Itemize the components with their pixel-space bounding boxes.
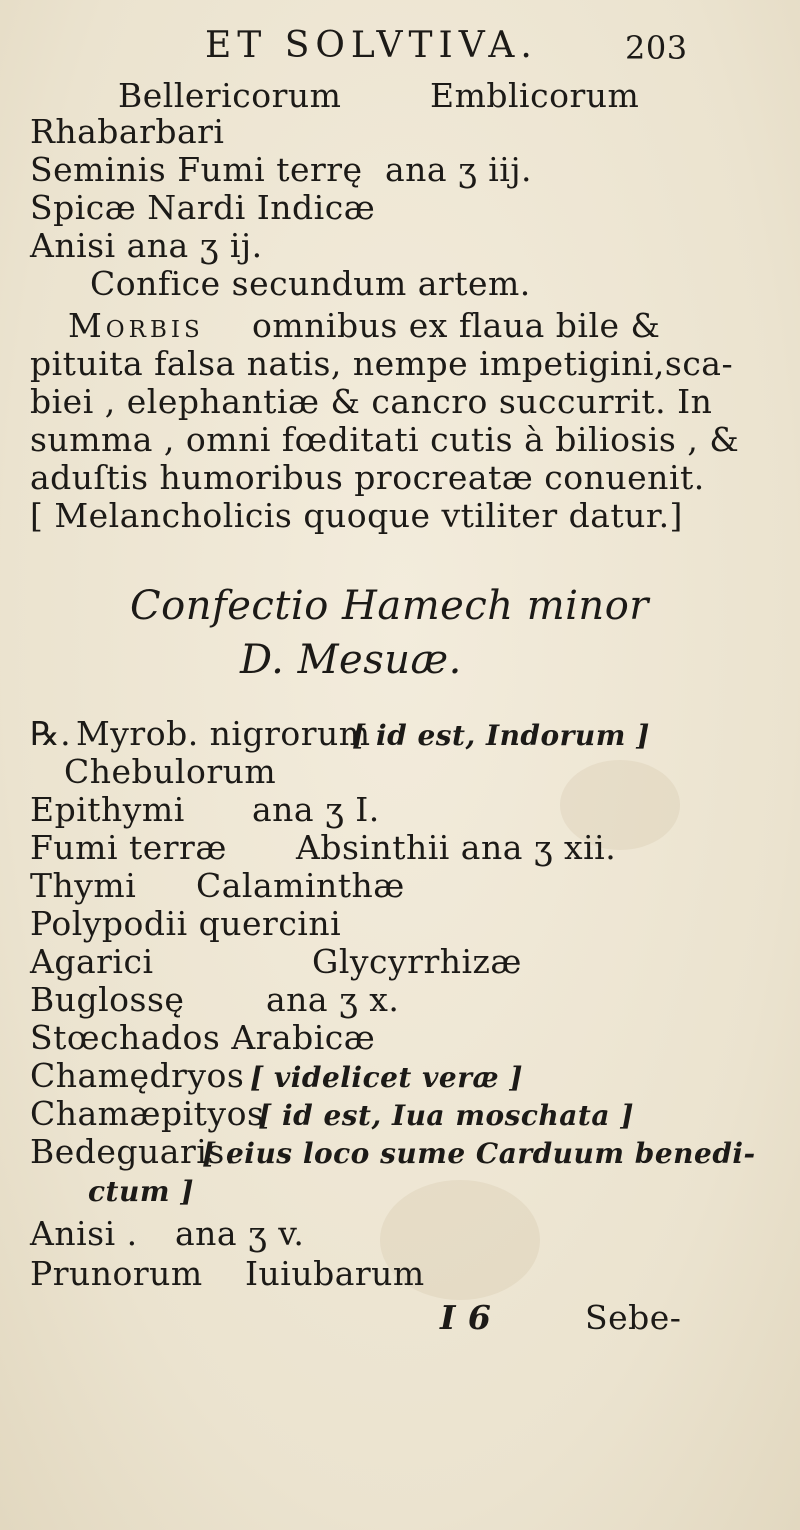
- ingredient-line: Agarici: [30, 942, 154, 981]
- ingredient-line: Stœchados Arabicæ: [30, 1018, 376, 1057]
- ingredient-line: Emblicorum: [430, 76, 640, 115]
- gloss: [ eius loco sume Carduum benedi-: [202, 1137, 756, 1170]
- ingredient-line: Chamędryos: [30, 1056, 245, 1095]
- ingredient-line: Spicæ Nardi Indicæ: [30, 188, 376, 227]
- dosage: ana ʒ v.: [175, 1214, 305, 1253]
- ingredient-line: Epithymi: [30, 790, 185, 829]
- ingredient-line: Rhabarbari: [30, 112, 225, 151]
- ingredient-line: Iuiubarum: [245, 1254, 425, 1293]
- paragraph-lead: Morbis: [68, 306, 204, 345]
- ingredient-line: Calaminthæ: [196, 866, 405, 905]
- ingredient-line: Bedeguaris.: [30, 1132, 236, 1171]
- ingredient-line: Seminis Fumi terrę: [30, 150, 363, 189]
- ingredient-line: Buglossę: [30, 980, 185, 1019]
- ingredient-line: Chebulorum: [64, 752, 277, 791]
- paragraph-line: biei , elephantiæ & cancro succurrit. In: [30, 382, 713, 421]
- ingredient-line: Absinthii ana ʒ xii.: [296, 828, 617, 867]
- ingredient-line: Prunorum: [30, 1254, 203, 1293]
- ingredient-line: Polypodii quercini: [30, 904, 342, 943]
- ingredient-line: Chamæpityos: [30, 1094, 265, 1133]
- ingredient-line: Thymi: [30, 866, 137, 905]
- ingredient-line: Fumi terræ: [30, 828, 227, 867]
- ingredient-line: Glycyrrhizæ: [312, 942, 522, 981]
- ingredient-line: Anisi ana ʒ ij.: [30, 226, 263, 265]
- signature-mark: I 6: [440, 1298, 492, 1337]
- paragraph-line: omnibus ex flaua bile &: [252, 306, 661, 345]
- ingredient-line: Bellericorum: [118, 76, 342, 115]
- dosage: ana ʒ x.: [266, 980, 400, 1019]
- gloss-continuation: ctum ]: [88, 1175, 194, 1208]
- gloss: [ id est, Indorum ]: [352, 719, 650, 752]
- gloss: [ id est, Iua moschata ]: [258, 1099, 634, 1132]
- section-subheading: D. Mesuæ.: [240, 637, 462, 683]
- instruction: Confice secundum artem.: [90, 264, 531, 303]
- ingredient-line: Anisi .: [30, 1214, 138, 1253]
- running-title: ET SOLVTIVA.: [205, 25, 538, 66]
- dosage: ana ʒ I.: [252, 790, 380, 829]
- rx-symbol: ℞.: [30, 714, 72, 753]
- dosage: ana ʒ iij.: [385, 150, 533, 189]
- section-heading: Confectio Hamech minor: [130, 583, 649, 629]
- page-number: 203: [625, 29, 688, 67]
- paragraph-line: [ Melancholicis quoque vtiliter datur.]: [30, 496, 683, 535]
- paragraph-line: summa , omni fœditati cutis à biliosis , &: [30, 420, 740, 459]
- gloss: [ videlicet veræ ]: [250, 1061, 524, 1094]
- catchword: Sebe-: [585, 1298, 682, 1337]
- ingredient-line: Myrob. nigrorum: [76, 714, 371, 753]
- paragraph-line: aduſtis humoribus procreatæ conuenit.: [30, 458, 705, 497]
- paragraph-line: pituita falsa natis, nempe impetigini,sca-: [30, 344, 734, 383]
